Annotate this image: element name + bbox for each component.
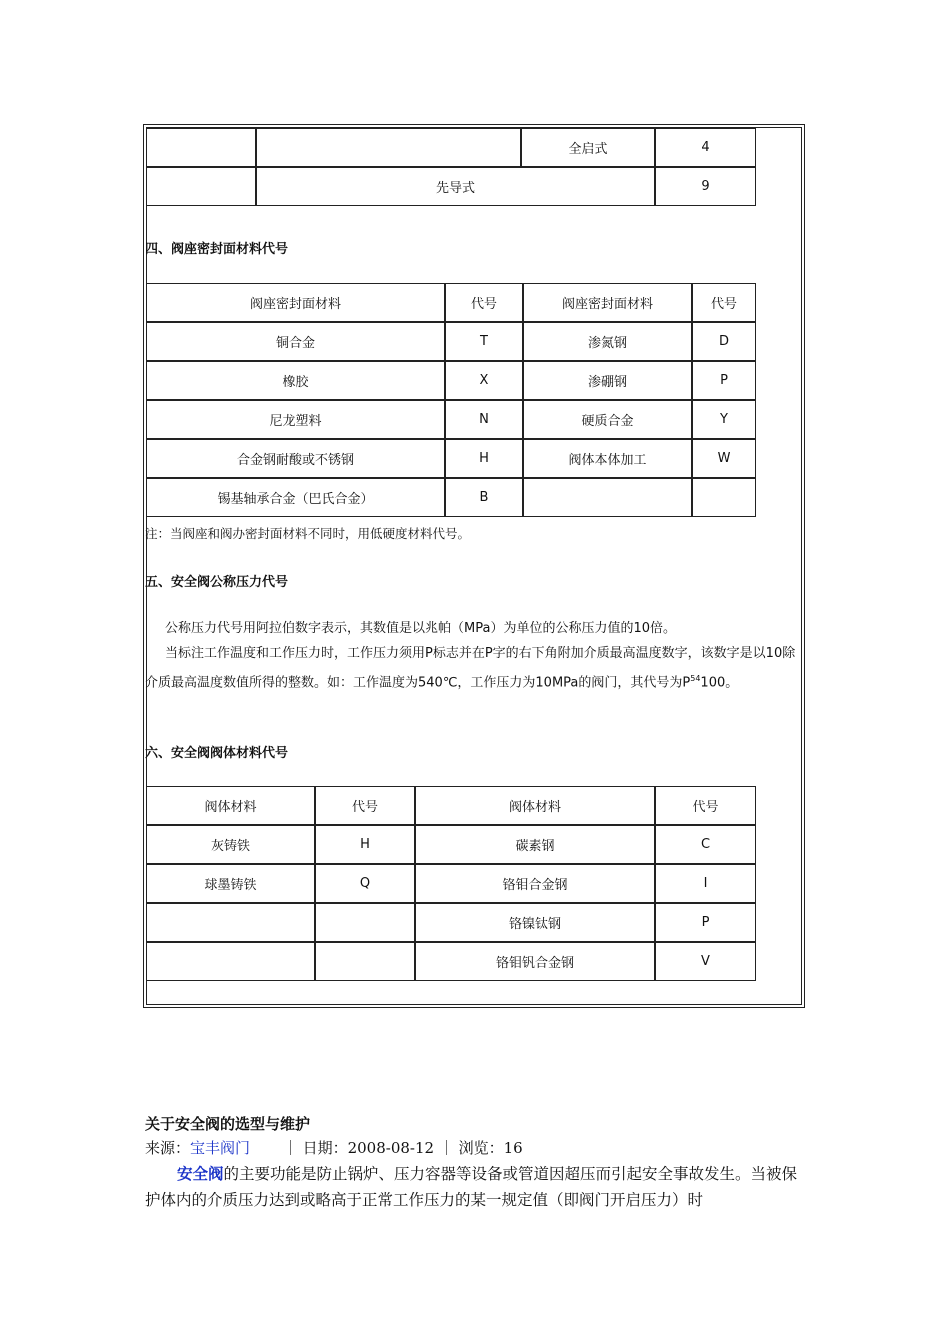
column-header: 代号 <box>692 283 756 322</box>
table-cell: 铬钼合金钢 <box>415 864 655 903</box>
table-cell <box>146 903 315 942</box>
pressure-code-text <box>145 616 800 695</box>
table-row <box>146 478 756 517</box>
table-cell: X <box>445 361 523 400</box>
table-cell: H <box>315 825 415 864</box>
table-cell: 硬质合金 <box>523 400 692 439</box>
table-cell: 锡基轴承合金（巴氏合金） <box>146 478 445 517</box>
table-cell: V <box>655 942 756 981</box>
table-cell: P <box>655 903 756 942</box>
paragraph: 公称压力代号用阿拉伯数字表示，其数值是以兆帕（MPa）为单位的公称压力值的10倍。 <box>165 621 676 636</box>
table-cell: 阀体本体加工 <box>523 439 692 478</box>
table-row <box>146 167 756 206</box>
valve-type-table-continued <box>146 128 756 206</box>
table-cell: 橡胶 <box>146 361 445 400</box>
table-cell <box>315 942 415 981</box>
table-cell: 合金钢耐酸或不锈钢 <box>146 439 445 478</box>
table-cell: Y <box>692 400 756 439</box>
table-cell: 9 <box>655 167 756 206</box>
column-header: 代号 <box>445 283 523 322</box>
paragraph: 当标注工作温度和工作压力时，工作压力须用P标志并在P字的右下角附加介质最高温度数字，该数字是以10除介质最高温度数值所得的整数。如：工作温度为540℃，工作压力为10MPa的阀门，其代号为$P^{54}100$。 <box>145 646 796 691</box>
table-cell: 球墨铸铁 <box>146 864 315 903</box>
superscript: 54 <box>690 674 701 683</box>
table-row <box>146 942 756 981</box>
column-header: 代号 <box>315 786 415 825</box>
table-cell: H <box>445 439 523 478</box>
table-cell: 铬镍钛钢 <box>415 903 655 942</box>
column-header: 阀体材料 <box>415 786 655 825</box>
article-title: 关于安全阀的选型与维护 <box>145 1115 311 1133</box>
source-label: 来源： <box>145 1139 191 1157</box>
table-cell: T <box>445 322 523 361</box>
table-cell: P <box>692 361 756 400</box>
table-header-row <box>146 786 756 825</box>
table-cell: D <box>692 322 756 361</box>
table-cell: 碳素钢 <box>415 825 655 864</box>
column-header: 阀体材料 <box>146 786 315 825</box>
table-cell <box>146 942 315 981</box>
table-cell <box>146 128 256 167</box>
table-row <box>146 903 756 942</box>
table-row <box>146 864 756 903</box>
table-cell: 灰铸铁 <box>146 825 315 864</box>
keyword-link[interactable]: 安全阀 <box>177 1164 224 1183</box>
body-material-table <box>146 786 756 981</box>
table-row <box>146 322 756 361</box>
table-cell: B <box>445 478 523 517</box>
table-cell <box>146 167 256 206</box>
table-cell: W <box>692 439 756 478</box>
date-views: ｜ 日期：2008-08-12 ｜ 浏览：16 <box>282 1139 523 1157</box>
table-cell: 尼龙塑料 <box>146 400 445 439</box>
table-note: 注：当阀座和阀办密封面材料不同时，用低硬度材料代号。 <box>145 526 471 541</box>
table-row <box>146 825 756 864</box>
source-link[interactable]: 宝丰阀门 <box>190 1139 251 1157</box>
article-body <box>145 1161 810 1213</box>
table-cell: Q <box>315 864 415 903</box>
table-cell: 铜合金 <box>146 322 445 361</box>
table-cell: C <box>655 825 756 864</box>
table-row <box>146 361 756 400</box>
table-cell: I <box>655 864 756 903</box>
table-cell: 全启式 <box>521 128 655 167</box>
table-row <box>146 439 756 478</box>
seal-material-table <box>146 283 756 517</box>
table-cell: 渗氮钢 <box>523 322 692 361</box>
article-meta <box>145 1137 523 1158</box>
paragraph: 安全阀的主要功能是防止锅炉、压力容器等设备或管道因超压而引起安全事故发生。当被保护体内的介质压力达到或略高于正常工作压力的某一规定值（即阀门开启压力）时 <box>145 1164 798 1209</box>
column-header: 阀座密封面材料 <box>523 283 692 322</box>
section-heading: 四、阀座密封面材料代号 <box>145 242 289 257</box>
table-cell: 铬钼钒合金钢 <box>415 942 655 981</box>
column-header: 代号 <box>655 786 756 825</box>
table-cell: 渗硼钢 <box>523 361 692 400</box>
column-header: 阀座密封面材料 <box>146 283 445 322</box>
table-cell <box>256 128 521 167</box>
table-row <box>146 400 756 439</box>
table-cell: 先导式 <box>256 167 655 206</box>
section-heading: 五、安全阀公称压力代号 <box>145 575 289 590</box>
table-row <box>146 128 756 167</box>
table-cell: N <box>445 400 523 439</box>
table-cell: 4 <box>655 128 756 167</box>
table-cell <box>315 903 415 942</box>
table-header-row <box>146 283 756 322</box>
table-cell <box>692 478 756 517</box>
table-cell <box>523 478 692 517</box>
section-heading: 六、安全阀阀体材料代号 <box>145 746 289 761</box>
